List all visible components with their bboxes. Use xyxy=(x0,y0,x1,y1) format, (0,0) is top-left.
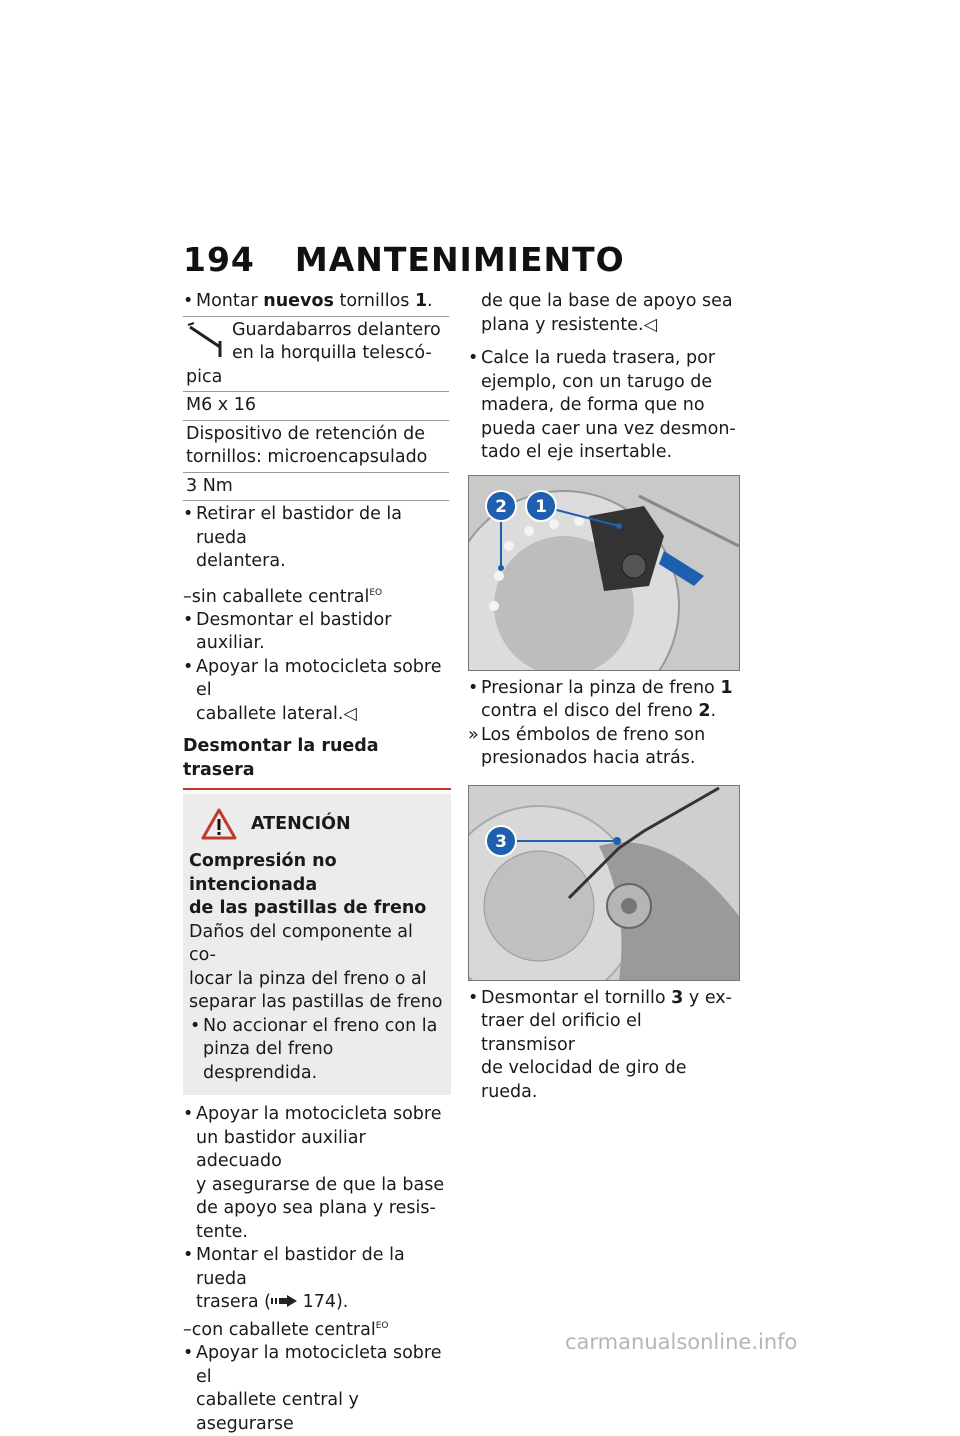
step-press-caliper-cont: contra el disco del freno 2. xyxy=(481,701,717,721)
right-column xyxy=(468,290,740,1104)
callout-label-2: 2 xyxy=(495,496,507,517)
step-aux-stand-cont-4: tente. xyxy=(196,1221,248,1242)
spec-description: Guardabarros delantero en la horquilla telescó-pica xyxy=(183,317,449,393)
step-center-stand: • Apoyar la motocicleta sobre el xyxy=(183,1342,451,1389)
warning-text-1: Daños del componente al co- xyxy=(189,921,413,966)
condition-center-stand: –con caballete central$^{EO}$ xyxy=(183,1319,389,1340)
step-chock-wheel-cont-3: pueda caer una vez desmon- xyxy=(481,418,736,439)
result-pistons: » Los émbolos de freno son xyxy=(468,724,740,748)
spec-torque: 3 Nm xyxy=(183,473,449,502)
step-aux-stand: • Apoyar la motocicleta sobre xyxy=(183,1103,451,1127)
torque-wrench-icon xyxy=(186,319,228,361)
callout-label-1: 1 xyxy=(535,496,547,517)
result-pistons-cont: presionados hacia atrás. xyxy=(481,748,696,768)
page-number: 194 xyxy=(183,240,255,279)
page-header xyxy=(183,240,625,279)
warning-triangle-icon xyxy=(201,808,237,840)
step-chock-wheel-cont-4: tado el eje insertable. xyxy=(481,442,673,462)
warning-instruction-cont: pinza del freno desprendida. xyxy=(203,1039,334,1083)
warning-text-3: separar las pastillas de freno xyxy=(189,992,443,1013)
step-aux-stand-cont-1: un bastidor auxiliar adecuado xyxy=(196,1127,366,1172)
step-mount-rear-stand: • Montar el bastidor de la rueda xyxy=(183,1244,451,1291)
step-aux-stand-cont-3: de apoyo sea plana y resis- xyxy=(196,1198,436,1219)
step-remove-screw-cont-1: traer del orificio el transmisor xyxy=(481,1011,642,1055)
subheading-remove-rear-wheel: Desmontar la rueda trasera xyxy=(183,734,451,790)
step-remove-front-stand-cont: delantera. xyxy=(196,551,286,571)
warning-title: ATENCIÓN xyxy=(251,814,351,835)
step-mount-rear-stand-cont: trasera ( 174). xyxy=(196,1292,349,1313)
step-remove-screw-cont-2: de velocidad de giro de rueda. xyxy=(481,1058,687,1102)
brake-caliper-photo xyxy=(468,475,740,671)
warning-box xyxy=(183,794,451,1095)
step-remove-screw: • Desmontar el tornillo 3 y ex- xyxy=(468,987,740,1011)
watermark: carmanualsonline.info xyxy=(565,1330,798,1354)
callout-label-3: 3 xyxy=(495,831,507,852)
warning-instruction: • No accionar el freno con la xyxy=(189,1015,445,1039)
step-aux-stand-cont-2: y asegurarse de que la base xyxy=(196,1174,445,1195)
step-mount-screws: • Montar nuevos tornillos 1. xyxy=(183,290,451,314)
condition-no-center-stand: –sin caballete central$^{EO}$ xyxy=(183,586,383,607)
wheel-speed-sensor-photo xyxy=(468,785,740,981)
spec-device: Dispositivo de retención de tornillos: microencapsulado xyxy=(183,421,449,473)
step-chock-wheel-cont-2: madera, de forma que no xyxy=(481,395,705,415)
step-side-stand-cont: caballete lateral.◁ xyxy=(196,703,357,724)
step-center-stand-cont: caballete central y asegurarse xyxy=(196,1390,359,1434)
spec-size: M6 x 16 xyxy=(183,392,449,421)
torque-spec-table xyxy=(183,316,449,502)
section-title: MANTENIMIENTO xyxy=(294,240,625,279)
step-chock-wheel-cont-1: ejemplo, con un tarugo de xyxy=(481,371,713,392)
step-press-caliper: • Presionar la pinza de freno 1 xyxy=(468,677,740,701)
continued-text-2: plana y resistente.◁ xyxy=(481,314,658,335)
step-remove-front-stand: • Retirar el bastidor de la rueda xyxy=(183,503,451,550)
warning-heading-2: de las pastillas de freno xyxy=(189,898,427,919)
page-reference-arrow-icon xyxy=(271,1295,297,1307)
left-column xyxy=(183,290,451,1436)
page-reference[interactable]: 174 xyxy=(302,1292,336,1313)
step-side-stand: • Apoyar la motocicleta sobre el xyxy=(183,656,451,703)
warning-heading-1: Compresión no intencionada xyxy=(189,851,337,895)
step-chock-wheel: • Calce la rueda trasera, por xyxy=(468,347,740,371)
step-remove-aux-stand: • Desmontar el bastidor auxiliar. xyxy=(183,609,451,656)
warning-text-2: locar la pinza del freno o al xyxy=(189,968,427,989)
continued-text-1: de que la base de apoyo sea xyxy=(481,291,733,311)
